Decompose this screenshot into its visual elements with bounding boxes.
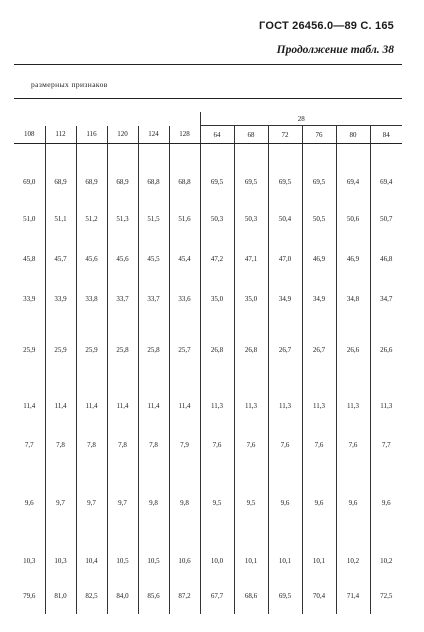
- table-cell: 69,0: [23, 177, 36, 186]
- table-cell: 9,8: [138, 462, 169, 544]
- table-cell: 10,4: [76, 544, 107, 578]
- table-cell: 10,2: [370, 544, 402, 578]
- table-continuation-caption: Продолжение табл. 38: [276, 44, 394, 56]
- table-cell: 67,7: [200, 578, 234, 614]
- table-cell: 33,9: [23, 294, 36, 303]
- table-cell: 50,3: [234, 202, 268, 236]
- table-cell: 45,6: [76, 236, 107, 282]
- table-cell: 26,7: [302, 316, 336, 384]
- table-cell: 11,3: [336, 384, 370, 428]
- table-cell: 71,4: [336, 578, 370, 614]
- table-cell: 11,3: [200, 384, 234, 428]
- table-cell: 46,8: [370, 236, 402, 282]
- table-cell: 34,9: [302, 282, 336, 316]
- table-cell: 68,8: [138, 144, 169, 202]
- table-cell: 47,2: [200, 236, 234, 282]
- table-cell: 45,7: [45, 236, 76, 282]
- table-cell: 45,8: [23, 254, 36, 263]
- table-cell: 81,0: [45, 578, 76, 614]
- table-cell: 9,5: [200, 462, 234, 544]
- table-cell: 9,6: [370, 462, 402, 544]
- table-row: [14, 462, 402, 544]
- table-cell: 46,9: [336, 236, 370, 282]
- table-row: [14, 202, 402, 236]
- table-cell: 11,4: [45, 384, 76, 428]
- table-cell: 34,8: [336, 282, 370, 316]
- column-header-cell: 120: [107, 126, 138, 144]
- table-cell: 46,9: [302, 236, 336, 282]
- table-cell: 11,4: [76, 384, 107, 428]
- table-cell: 25,9: [23, 345, 36, 354]
- table-cell: 26,7: [268, 316, 302, 384]
- table-cell: 11,4: [169, 384, 200, 428]
- table-cell: 10,1: [268, 544, 302, 578]
- table-cell: 47,1: [234, 236, 268, 282]
- table-cell: 11,3: [370, 384, 402, 428]
- table-cell: 9,7: [45, 462, 76, 544]
- table-cell: 68,8: [169, 144, 200, 202]
- table-cell: 68,9: [107, 144, 138, 202]
- table-cell: 50,4: [268, 202, 302, 236]
- table-cell: 45,5: [138, 236, 169, 282]
- table-cell: 7,8: [107, 428, 138, 462]
- table-cell: 11,4: [23, 401, 36, 410]
- column-header-cell: 72: [268, 126, 302, 144]
- table-cell: 85,6: [138, 578, 169, 614]
- table-cell: 7,8: [45, 428, 76, 462]
- table-cell: 26,8: [234, 316, 268, 384]
- table-row: [14, 316, 402, 384]
- table-cell: 26,6: [370, 316, 402, 384]
- top-rule: [14, 64, 402, 65]
- table-cell: 11,4: [107, 384, 138, 428]
- table-cell: 10,3: [23, 556, 36, 565]
- table-cell: 9,6: [302, 462, 336, 544]
- table-cell: 51,1: [45, 202, 76, 236]
- table-cell: 11,3: [234, 384, 268, 428]
- table-cell: 51,6: [169, 202, 200, 236]
- table-cell: 9,5: [234, 462, 268, 544]
- table-cell: 50,6: [336, 202, 370, 236]
- table-cell: 51,5: [138, 202, 169, 236]
- table-cell: 33,7: [138, 282, 169, 316]
- table-cell: 9,6: [268, 462, 302, 544]
- table-cell: 45,6: [107, 236, 138, 282]
- table-cell: 7,6: [302, 428, 336, 462]
- table-cell: 7,6: [336, 428, 370, 462]
- table-row: [14, 578, 402, 614]
- column-header-cell: 124: [138, 126, 169, 144]
- table-row: [14, 544, 402, 578]
- table-cell: 10,5: [138, 544, 169, 578]
- table-cell: 51,0: [23, 214, 36, 223]
- table-cell: 68,9: [76, 144, 107, 202]
- table-cell: 82,5: [76, 578, 107, 614]
- table-cell: 34,7: [370, 282, 402, 316]
- table-cell: 69,5: [302, 144, 336, 202]
- column-header-cell: 112: [45, 126, 76, 144]
- table-row: [14, 384, 402, 428]
- table-cell: 9,7: [107, 462, 138, 544]
- table-cell: 68,9: [45, 144, 76, 202]
- table-cell: 69,5: [268, 144, 302, 202]
- group-header-row: [14, 112, 402, 126]
- column-header-cell: 80: [336, 126, 370, 144]
- table-cell: 47,0: [268, 236, 302, 282]
- table-cell: 33,9: [45, 282, 76, 316]
- table-cell: 25,8: [138, 316, 169, 384]
- table-cell: 25,7: [169, 316, 200, 384]
- group-label-cell: 28: [200, 112, 402, 126]
- table-cell: 34,9: [268, 282, 302, 316]
- table-cell: 50,3: [200, 202, 234, 236]
- table-cell: 7,8: [138, 428, 169, 462]
- table-cell: 11,4: [138, 384, 169, 428]
- table-cell: 69,4: [370, 144, 402, 202]
- table-row: [14, 144, 402, 202]
- table-cell: 9,8: [169, 462, 200, 544]
- table-cell: 87,2: [169, 578, 200, 614]
- table-cell: 7,6: [234, 428, 268, 462]
- table-cell: 68,6: [234, 578, 268, 614]
- table-cell: 33,6: [169, 282, 200, 316]
- table-cell: 25,8: [107, 316, 138, 384]
- column-header-cell: 68: [234, 126, 268, 144]
- table-cell: 72,5: [370, 578, 402, 614]
- table-cell: 7,8: [76, 428, 107, 462]
- table-cell: 25,9: [45, 316, 76, 384]
- table-cell: 26,6: [336, 316, 370, 384]
- table-cell: 10,5: [107, 544, 138, 578]
- table-cell: 45,4: [169, 236, 200, 282]
- table-cell: 51,3: [107, 202, 138, 236]
- table-cell: 69,4: [336, 144, 370, 202]
- table-cell: 84,0: [107, 578, 138, 614]
- table-row: [14, 428, 402, 462]
- table-cell: 51,2: [76, 202, 107, 236]
- column-header-cell: 116: [76, 126, 107, 144]
- table-cell: 33,7: [107, 282, 138, 316]
- table-subheading: размерных признаков: [31, 80, 108, 89]
- table-cell: 79,6: [23, 591, 36, 600]
- table-cell: 70,4: [302, 578, 336, 614]
- table-cell: 7,7: [370, 428, 402, 462]
- column-header-row: [14, 126, 402, 144]
- column-header-cell: 128: [169, 126, 200, 144]
- table-cell: 10,0: [200, 544, 234, 578]
- table-cell: 69,5: [268, 578, 302, 614]
- table-row: [14, 282, 402, 316]
- column-header-cell: 108: [14, 126, 45, 144]
- standard-reference: ГОСТ 26456.0—89 С. 165: [259, 20, 394, 32]
- column-header-cell: 76: [302, 126, 336, 144]
- table-cell: 9,7: [76, 462, 107, 544]
- table-cell: 7,7: [24, 440, 34, 449]
- table-cell: 11,3: [268, 384, 302, 428]
- header-rule: [14, 98, 402, 99]
- table-cell: 10,1: [302, 544, 336, 578]
- column-header-cell: 84: [370, 126, 402, 144]
- table-cell: 9,6: [24, 498, 34, 507]
- table-cell: 7,6: [268, 428, 302, 462]
- table-cell: 69,5: [200, 144, 234, 202]
- table-cell: 7,9: [169, 428, 200, 462]
- table-cell: 50,5: [302, 202, 336, 236]
- table-cell: 50,7: [370, 202, 402, 236]
- table-cell: 26,8: [200, 316, 234, 384]
- column-header-cell: 64: [200, 126, 234, 144]
- table-cell: 10,6: [169, 544, 200, 578]
- table-cell: 10,2: [336, 544, 370, 578]
- group-blank-cell: [14, 112, 200, 126]
- table-cell: 69,5: [234, 144, 268, 202]
- table-cell: 9,6: [336, 462, 370, 544]
- table-cell: 33,8: [76, 282, 107, 316]
- table-cell: 10,3: [45, 544, 76, 578]
- measurements-table: [14, 112, 402, 614]
- table-cell: 7,6: [200, 428, 234, 462]
- table-cell: 25,9: [76, 316, 107, 384]
- table-cell: 35,0: [200, 282, 234, 316]
- table-cell: 35,0: [234, 282, 268, 316]
- table-cell: 10,1: [234, 544, 268, 578]
- table-cell: 11,3: [302, 384, 336, 428]
- table-row: [14, 236, 402, 282]
